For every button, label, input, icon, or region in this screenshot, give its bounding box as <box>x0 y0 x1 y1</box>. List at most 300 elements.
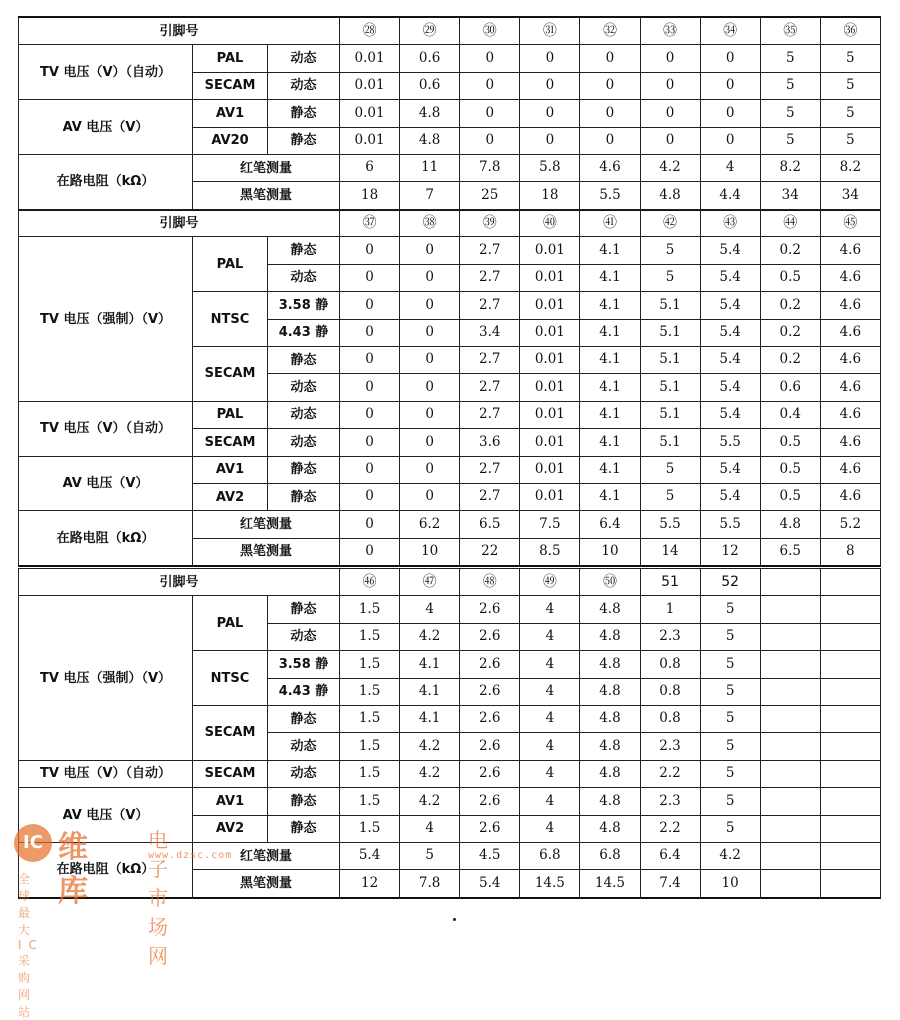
pin-number: ㊲ <box>340 210 400 237</box>
tv-force-label: TV 电压（强制）（V） <box>19 596 193 760</box>
value-cell: 4.6 <box>820 292 880 319</box>
pin-number: ㉝ <box>640 17 700 45</box>
value-cell: 4.8 <box>580 788 640 815</box>
mode-label: 4.43 静 <box>268 678 340 705</box>
pin-number: ㊱ <box>820 17 880 45</box>
value-cell: 4.8 <box>580 651 640 678</box>
value-cell: 5.2 <box>820 511 880 538</box>
value-cell: 4.6 <box>820 264 880 291</box>
value-cell: 0 <box>340 292 400 319</box>
value-cell: 5 <box>760 100 820 127</box>
value-cell: 2.7 <box>460 292 520 319</box>
value-cell: 4.8 <box>580 623 640 650</box>
value-cell: 1.5 <box>340 596 400 623</box>
value-cell: 0 <box>700 127 760 154</box>
value-cell: 0 <box>400 319 460 346</box>
value-cell: 2.6 <box>460 623 520 650</box>
table-row <box>19 788 881 815</box>
value-cell: 4.1 <box>580 456 640 483</box>
sub-label: AV1 <box>193 100 268 127</box>
table-row <box>19 154 881 181</box>
value-cell: 5.4 <box>700 483 760 510</box>
watermark-sub: 电子市场网 <box>148 828 168 968</box>
value-cell: 4 <box>520 596 580 623</box>
av-label: AV 电压（V） <box>19 456 193 511</box>
value-cell: 0 <box>400 429 460 456</box>
value-cell: 4.1 <box>580 429 640 456</box>
value-cell: 5 <box>760 127 820 154</box>
watermark-tagline: 全球最大IC采购网站 <box>18 872 44 1019</box>
value-cell: 4.8 <box>580 760 640 787</box>
value-cell: 0 <box>340 237 400 264</box>
pin-number: ㉙ <box>400 17 460 45</box>
value-cell: 5.4 <box>700 292 760 319</box>
pin-number <box>760 569 820 596</box>
pin-number: ㊹ <box>760 210 820 237</box>
value-cell: 2.6 <box>460 760 520 787</box>
value-cell: 2.6 <box>460 705 520 732</box>
value-cell: 0 <box>340 538 400 566</box>
value-cell: 22 <box>460 538 520 566</box>
pin-number: ㊿ <box>580 569 640 596</box>
value-cell: 0 <box>640 100 700 127</box>
sub-label: SECAM <box>193 760 268 787</box>
mode-label: 动态 <box>268 760 340 787</box>
value-cell: 0.01 <box>520 319 580 346</box>
value-cell: 5.8 <box>520 154 580 181</box>
value-cell: 0 <box>520 100 580 127</box>
pin-number: 51 <box>640 569 700 596</box>
value-cell: 4.1 <box>400 678 460 705</box>
mode-label: 3.58 静 <box>268 651 340 678</box>
value-cell: 2.6 <box>460 815 520 842</box>
resistance-label: 在路电阻（kΩ） <box>19 842 193 897</box>
value-cell: 0 <box>340 264 400 291</box>
value-cell: 5.4 <box>700 237 760 264</box>
value-cell: 5 <box>820 72 880 99</box>
value-cell <box>760 788 820 815</box>
group-pal-label: PAL <box>193 596 268 651</box>
value-cell: 0.01 <box>340 72 400 99</box>
mode-label: 4.43 静 <box>268 319 340 346</box>
value-cell: 10 <box>580 538 640 566</box>
value-cell <box>820 623 880 650</box>
table-row <box>19 511 881 538</box>
value-cell: 0.4 <box>760 401 820 428</box>
value-cell: 4.8 <box>760 511 820 538</box>
mode-label: 静态 <box>268 127 340 154</box>
value-cell: 5.1 <box>640 292 700 319</box>
value-cell: 4.2 <box>640 154 700 181</box>
value-cell: 2.3 <box>640 623 700 650</box>
value-cell: 7.5 <box>520 511 580 538</box>
table-row <box>19 456 881 483</box>
pin-number: ㉘ <box>340 17 400 45</box>
value-cell: 0 <box>340 319 400 346</box>
value-cell: 5.4 <box>700 319 760 346</box>
logo-badge-icon: IC <box>14 824 52 862</box>
value-cell: 4.8 <box>400 100 460 127</box>
value-cell: 5.4 <box>700 346 760 373</box>
value-cell: 2.7 <box>460 237 520 264</box>
value-cell: 4.1 <box>400 705 460 732</box>
value-cell: 5.4 <box>340 842 400 869</box>
value-cell: 4.6 <box>820 483 880 510</box>
value-cell: 0.01 <box>520 292 580 319</box>
watermark-url: www.dzsc.com <box>148 850 233 861</box>
pin-number: ㉞ <box>700 17 760 45</box>
value-cell <box>760 678 820 705</box>
value-cell: 4.6 <box>820 346 880 373</box>
sub-label: PAL <box>193 45 268 72</box>
value-cell: 0 <box>400 264 460 291</box>
value-cell: 18 <box>520 182 580 210</box>
value-cell <box>820 651 880 678</box>
probe-label: 黑笔测量 <box>193 538 340 566</box>
av-label: AV 电压（V） <box>19 788 193 843</box>
value-cell: 5.4 <box>700 456 760 483</box>
pin-number: ㊽ <box>460 569 520 596</box>
sub-label: PAL <box>193 401 268 428</box>
value-cell: 0 <box>520 127 580 154</box>
value-cell: 14.5 <box>580 870 640 898</box>
value-cell <box>820 760 880 787</box>
value-cell: 0 <box>460 100 520 127</box>
value-cell: 0.5 <box>760 429 820 456</box>
value-cell: 7.4 <box>640 870 700 898</box>
value-cell: 5 <box>700 815 760 842</box>
av-label: AV 电压（V） <box>19 100 193 155</box>
pin-number: ㉛ <box>520 17 580 45</box>
mode-label: 动态 <box>268 429 340 456</box>
value-cell: 5 <box>820 100 880 127</box>
pin-number: ㊶ <box>580 210 640 237</box>
value-cell: 2.2 <box>640 815 700 842</box>
pin-header-label: 引脚号 <box>19 569 340 596</box>
value-cell: 0 <box>400 483 460 510</box>
value-cell: 0.01 <box>520 237 580 264</box>
group-ntsc-label: NTSC <box>193 651 268 706</box>
value-cell: 5 <box>760 45 820 72</box>
value-cell: 5 <box>700 596 760 623</box>
value-cell: 0 <box>460 127 520 154</box>
value-cell: 0 <box>580 127 640 154</box>
value-cell: 2.7 <box>460 346 520 373</box>
value-cell: 2.6 <box>460 596 520 623</box>
group-secam-label: SECAM <box>193 705 268 760</box>
mode-label: 静态 <box>268 705 340 732</box>
value-cell: 0.8 <box>640 678 700 705</box>
table-block-1 <box>18 16 881 211</box>
value-cell: 0.01 <box>520 374 580 401</box>
stray-dot <box>453 918 456 921</box>
value-cell <box>760 596 820 623</box>
value-cell: 4 <box>700 154 760 181</box>
value-cell: 4.8 <box>580 678 640 705</box>
value-cell: 2.6 <box>460 788 520 815</box>
value-cell: 0.2 <box>760 237 820 264</box>
pin-header-label: 引脚号 <box>19 17 340 45</box>
value-cell: 0 <box>460 45 520 72</box>
mode-label: 静态 <box>268 788 340 815</box>
value-cell: 4.5 <box>460 842 520 869</box>
value-cell: 4.2 <box>400 733 460 760</box>
value-cell: 8 <box>820 538 880 566</box>
value-cell: 4.8 <box>580 705 640 732</box>
value-cell: 2.6 <box>460 733 520 760</box>
mode-label: 静态 <box>268 596 340 623</box>
mode-label: 静态 <box>268 456 340 483</box>
value-cell <box>820 596 880 623</box>
value-cell: 0.5 <box>760 264 820 291</box>
resistance-label: 在路电阻（kΩ） <box>19 154 193 209</box>
pin-number: ㊻ <box>340 569 400 596</box>
value-cell <box>820 870 880 898</box>
value-cell: 0 <box>340 374 400 401</box>
value-cell: 1.5 <box>340 733 400 760</box>
value-cell: 0.01 <box>520 429 580 456</box>
value-cell: 8.2 <box>760 154 820 181</box>
value-cell: 6.4 <box>640 842 700 869</box>
sub-label: AV1 <box>193 788 268 815</box>
sub-label: SECAM <box>193 429 268 456</box>
mode-label: 动态 <box>268 733 340 760</box>
value-cell: 2.2 <box>640 760 700 787</box>
value-cell: 5.4 <box>700 264 760 291</box>
value-cell: 1.5 <box>340 678 400 705</box>
value-cell: 0 <box>640 127 700 154</box>
group-ntsc-label: NTSC <box>193 292 268 347</box>
value-cell: 0 <box>640 45 700 72</box>
value-cell: 0 <box>700 45 760 72</box>
value-cell: 5.1 <box>640 401 700 428</box>
value-cell: 0.2 <box>760 346 820 373</box>
value-cell: 5 <box>820 45 880 72</box>
value-cell: 0.6 <box>400 72 460 99</box>
value-cell: 14.5 <box>520 870 580 898</box>
value-cell: 0 <box>340 346 400 373</box>
value-cell: 1.5 <box>340 760 400 787</box>
mode-label: 静态 <box>268 100 340 127</box>
value-cell: 6 <box>340 154 400 181</box>
value-cell: 4.6 <box>580 154 640 181</box>
value-cell: 4.6 <box>820 401 880 428</box>
mode-label: 动态 <box>268 623 340 650</box>
value-cell: 4 <box>520 733 580 760</box>
value-cell: 0 <box>640 72 700 99</box>
probe-label: 红笔测量 <box>193 511 340 538</box>
value-cell: 4.6 <box>820 237 880 264</box>
mode-label: 静态 <box>268 483 340 510</box>
value-cell: 0.01 <box>340 100 400 127</box>
probe-label: 红笔测量 <box>193 154 340 181</box>
pin-number: ㊷ <box>640 210 700 237</box>
value-cell: 5.4 <box>700 401 760 428</box>
value-cell: 4 <box>520 760 580 787</box>
pin-header-row <box>19 210 881 237</box>
value-cell: 0.01 <box>520 483 580 510</box>
value-cell: 5.5 <box>580 182 640 210</box>
mode-label: 静态 <box>268 237 340 264</box>
value-cell: 0 <box>580 45 640 72</box>
value-cell: 4.8 <box>580 733 640 760</box>
value-cell: 1.5 <box>340 623 400 650</box>
value-cell: 0 <box>580 100 640 127</box>
value-cell: 4.6 <box>820 429 880 456</box>
sub-label: SECAM <box>193 72 268 99</box>
mode-label: 动态 <box>268 45 340 72</box>
value-cell: 2.6 <box>460 651 520 678</box>
value-cell: 4.2 <box>400 788 460 815</box>
value-cell: 4.1 <box>580 264 640 291</box>
value-cell: 5 <box>700 733 760 760</box>
value-cell: 6.5 <box>460 511 520 538</box>
tv-auto-label: TV 电压（V）（自动） <box>19 401 193 456</box>
value-cell: 8.2 <box>820 154 880 181</box>
value-cell: 3.4 <box>460 319 520 346</box>
value-cell: 12 <box>700 538 760 566</box>
value-cell: 1.5 <box>340 788 400 815</box>
value-cell: 5.4 <box>700 374 760 401</box>
value-cell: 5 <box>640 483 700 510</box>
mode-label: 动态 <box>268 264 340 291</box>
pin-number: ㊸ <box>700 210 760 237</box>
value-cell: 2.6 <box>460 678 520 705</box>
table-row <box>19 760 881 787</box>
value-cell <box>760 870 820 898</box>
tv-auto-label: TV 电压（V）（自动） <box>19 45 193 100</box>
pin-header-row <box>19 569 881 596</box>
value-cell: 10 <box>400 538 460 566</box>
tv-auto-label: TV 电压（V）（自动） <box>19 760 193 787</box>
pin-number: ㊺ <box>820 210 880 237</box>
probe-label: 黑笔测量 <box>193 182 340 210</box>
value-cell <box>820 815 880 842</box>
sub-label: AV2 <box>193 483 268 510</box>
sub-label: AV20 <box>193 127 268 154</box>
value-cell: 0 <box>700 72 760 99</box>
group-secam-label: SECAM <box>193 346 268 401</box>
value-cell: 5 <box>700 788 760 815</box>
value-cell: 5 <box>640 456 700 483</box>
value-cell: 1.5 <box>340 815 400 842</box>
group-pal-label: PAL <box>193 237 268 292</box>
sub-label: AV1 <box>193 456 268 483</box>
value-cell: 34 <box>820 182 880 210</box>
value-cell: 4.1 <box>580 346 640 373</box>
value-cell: 4.8 <box>400 127 460 154</box>
value-cell: 4 <box>400 596 460 623</box>
value-cell: 0.01 <box>520 401 580 428</box>
mode-label: 3.58 静 <box>268 292 340 319</box>
value-cell: 4.1 <box>580 292 640 319</box>
value-cell: 0.2 <box>760 292 820 319</box>
value-cell: 4.8 <box>580 815 640 842</box>
value-cell: 0 <box>340 401 400 428</box>
value-cell: 5 <box>820 127 880 154</box>
value-cell: 0.6 <box>760 374 820 401</box>
value-cell: 5 <box>700 651 760 678</box>
value-cell: 4 <box>520 705 580 732</box>
value-cell: 2.7 <box>460 483 520 510</box>
mode-label: 动态 <box>268 401 340 428</box>
value-cell: 4 <box>520 651 580 678</box>
table-row <box>19 842 881 869</box>
value-cell: 2.3 <box>640 733 700 760</box>
value-cell: 4.4 <box>700 182 760 210</box>
value-cell: 0.01 <box>520 264 580 291</box>
pin-number: ㊵ <box>520 210 580 237</box>
value-cell <box>820 705 880 732</box>
value-cell: 0 <box>580 72 640 99</box>
value-cell: 5.1 <box>640 346 700 373</box>
value-cell: 4.2 <box>700 842 760 869</box>
value-cell <box>760 623 820 650</box>
value-cell: 18 <box>340 182 400 210</box>
pin-number: ㉟ <box>760 17 820 45</box>
value-cell: 0.8 <box>640 651 700 678</box>
value-cell: 4.2 <box>400 760 460 787</box>
value-cell: 2.3 <box>640 788 700 815</box>
value-cell: 0 <box>340 456 400 483</box>
value-cell: 4.1 <box>580 237 640 264</box>
value-cell: 0 <box>340 483 400 510</box>
pin-number: 52 <box>700 569 760 596</box>
value-cell: 5.1 <box>640 429 700 456</box>
value-cell: 4.1 <box>400 651 460 678</box>
table-row <box>19 401 881 428</box>
table-row <box>19 237 881 264</box>
value-cell: 7.8 <box>400 870 460 898</box>
value-cell: 5 <box>640 237 700 264</box>
pin-number: ㉚ <box>460 17 520 45</box>
value-cell: 0 <box>520 45 580 72</box>
mode-label: 动态 <box>268 374 340 401</box>
value-cell: 5 <box>400 842 460 869</box>
value-cell <box>760 651 820 678</box>
tv-force-label: TV 电压（强制）（V） <box>19 237 193 401</box>
value-cell: 4 <box>520 815 580 842</box>
mode-label: 静态 <box>268 815 340 842</box>
value-cell: 7.8 <box>460 154 520 181</box>
value-cell: 0.01 <box>340 127 400 154</box>
value-cell: 4.6 <box>820 456 880 483</box>
value-cell: 5 <box>640 264 700 291</box>
pin-number: ㉜ <box>580 17 640 45</box>
value-cell: 0 <box>520 72 580 99</box>
probe-label: 红笔测量 <box>193 842 340 869</box>
value-cell: 5.1 <box>640 374 700 401</box>
value-cell <box>760 760 820 787</box>
value-cell: 5.5 <box>640 511 700 538</box>
value-cell: 0 <box>400 237 460 264</box>
pin-header-label: 引脚号 <box>19 210 340 237</box>
value-cell: 0 <box>400 401 460 428</box>
value-cell: 4.1 <box>580 483 640 510</box>
value-cell: 4 <box>520 788 580 815</box>
value-cell: 0 <box>400 292 460 319</box>
table-row <box>19 596 881 623</box>
value-cell: 4.8 <box>580 596 640 623</box>
value-cell: 5 <box>700 760 760 787</box>
value-cell: 34 <box>760 182 820 210</box>
value-cell <box>760 842 820 869</box>
value-cell: 10 <box>700 870 760 898</box>
value-cell: 0 <box>400 346 460 373</box>
sub-label: AV2 <box>193 815 268 842</box>
value-cell: 0.6 <box>400 45 460 72</box>
value-cell: 11 <box>400 154 460 181</box>
